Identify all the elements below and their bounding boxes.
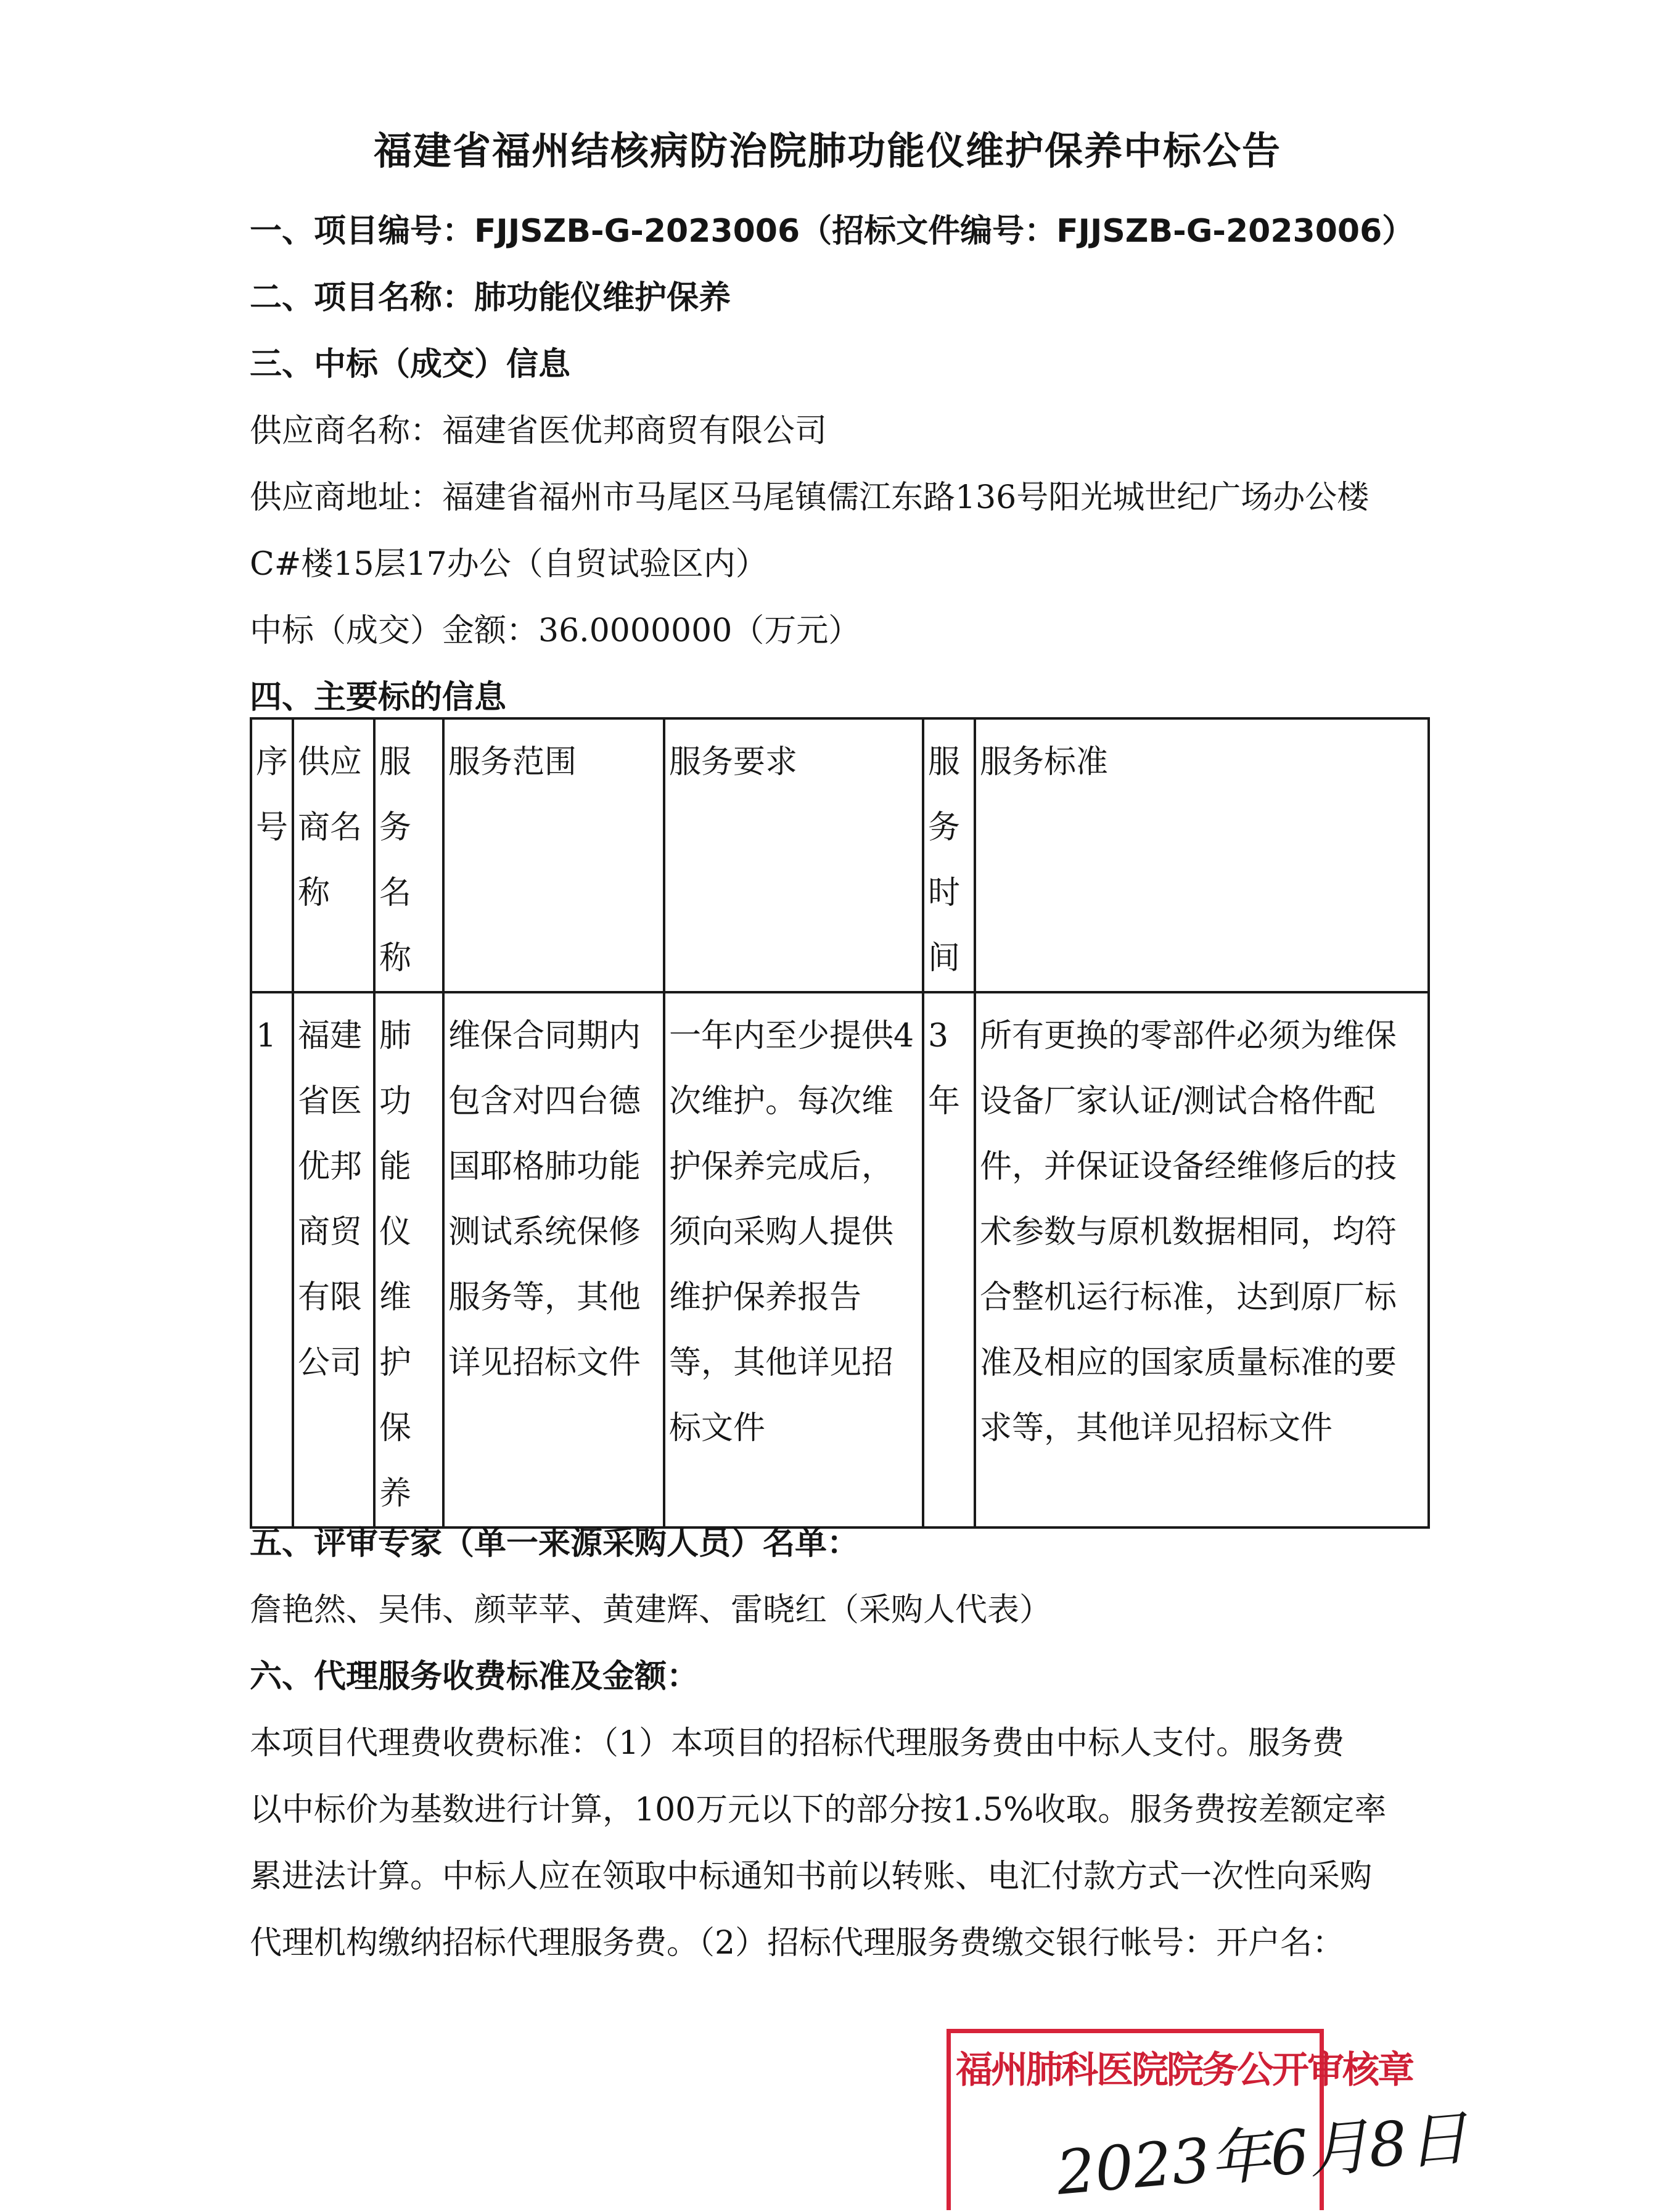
section-reviewers: 五、评审专家（单一来源采购人员）名单：	[250, 1525, 860, 1562]
header-service-name: 服务名称	[374, 718, 443, 992]
cell-service-requirement: 一年内至少提供4次维护。每次维护保养完成后，须向采购人提供维护保养报告等，其他详见招标文件	[664, 992, 923, 1527]
cell-supplier: 福建省医优邦商贸有限公司	[293, 992, 374, 1527]
fee-paragraph-line-3: 累进法计算。中标人应在领取中标通知书前以转账、电汇付款方式一次性向采购	[250, 1858, 1373, 1895]
header-service-requirement: 服务要求	[664, 718, 923, 992]
fee-paragraph-line-1: 本项目代理费收费标准：（1）本项目的招标代理服务费由中标人支付。服务费	[250, 1725, 1345, 1762]
section-award-info: 三、中标（成交）信息	[250, 346, 571, 383]
fee-paragraph-line-4: 代理机构缴纳招标代理服务费。（2）招标代理服务费缴交银行帐号：开户名：	[250, 1925, 1345, 1962]
header-service-period: 服务时间	[923, 718, 975, 992]
supplier-address-cont: C#楼15层17办公（自贸试验区内）	[250, 546, 768, 583]
section-main-items: 四、主要标的信息	[250, 679, 507, 716]
review-stamp	[947, 2029, 1471, 2210]
fee-paragraph-line-2: 以中标价为基数进行计算，100万元以下的部分按1.5%收取。服务费按差额定率	[250, 1791, 1387, 1828]
cell-service-scope: 维保合同期内包含对四台德国耶格肺功能测试系统保修服务等，其他详见招标文件	[443, 992, 664, 1527]
cell-service-name: 肺功能仪维护保养	[374, 992, 443, 1527]
header-index: 序号	[251, 718, 293, 992]
table-row	[251, 992, 1429, 1527]
supplier-address: 供应商地址：福建省福州市马尾区马尾镇儒江东路136号阳光城世纪广场办公楼	[250, 479, 1370, 516]
header-service-standard: 服务标准	[975, 718, 1429, 992]
stamp-signature-date: 2023年6月8日	[1054, 2103, 1471, 2209]
cell-service-standard: 所有更换的零部件必须为维保设备厂家认证/测试合格件配件，并保证设备经维修后的技术参数与原机数据相同，均符合整机运行标准，达到原厂标准及相应的国家质量标准的要求等，其他详见招标文件	[975, 992, 1429, 1527]
header-supplier: 供应商名称	[293, 718, 374, 992]
document-title: 福建省福州结核病防治院肺功能仪维护保养中标公告	[373, 128, 1281, 173]
award-amount: 中标（成交）金额：36.0000000（万元）	[250, 612, 861, 649]
project-number: 一、项目编号：FJJSZB-G-2023006（招标文件编号：FJJSZB-G-2023006）	[250, 213, 1415, 250]
reviewers-list: 詹艳然、吴伟、颜苹苹、黄建辉、雷晓红（采购人代表）	[250, 1592, 1052, 1629]
project-name: 二、项目名称：肺功能仪维护保养	[250, 279, 731, 316]
table-header-row	[251, 718, 1429, 992]
header-service-scope: 服务范围	[443, 718, 664, 992]
supplier-name: 供应商名称：福建省医优邦商贸有限公司	[250, 413, 827, 450]
stamp-text: 福州肺科医院院务公开审核章	[956, 2049, 1413, 2092]
main-items-table	[250, 717, 1430, 1529]
cell-service-period: 3年	[923, 992, 975, 1527]
section-agency-fee: 六、代理服务收费标准及金额：	[250, 1658, 699, 1695]
cell-index: 1	[251, 992, 293, 1527]
